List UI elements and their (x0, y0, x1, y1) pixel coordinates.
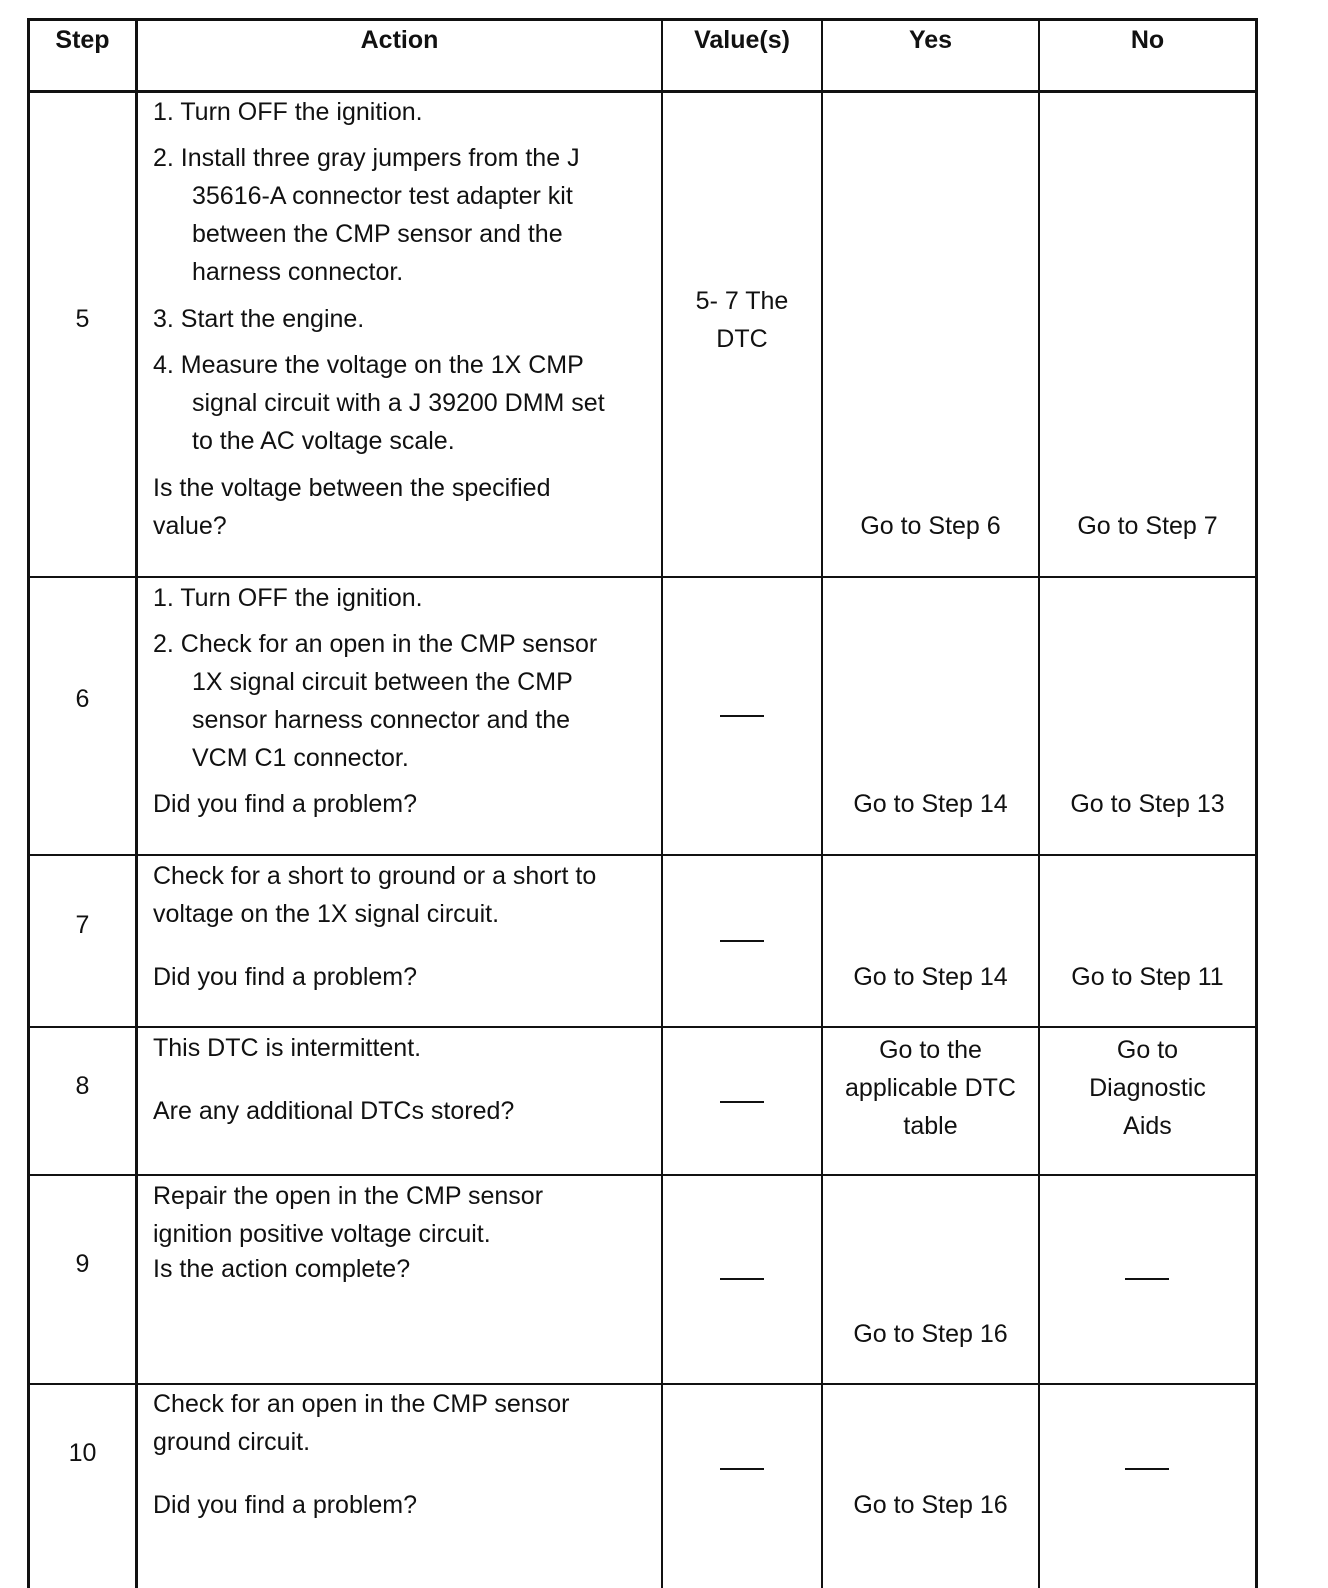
diagnostic-table (27, 18, 1287, 1588)
header-yes: Yes (908, 26, 953, 54)
row-divider (27, 854, 1258, 856)
no-action: Go to Step 11 (1071, 963, 1224, 991)
action-line: to the AC voltage scale. (192, 427, 455, 455)
action-line: 1. Turn OFF the ignition. (153, 98, 423, 126)
yes-action: Go to the (879, 1036, 982, 1064)
action-line: Check for a short to ground or a short to (153, 862, 597, 890)
row-divider (27, 1174, 1258, 1176)
action-line: This DTC is intermittent. (153, 1034, 422, 1062)
action-line: 3. Start the engine. (153, 305, 365, 333)
action-line: 1. Turn OFF the ignition. (153, 584, 423, 612)
yes-action: Go to Step 6 (860, 512, 1001, 540)
action-line: sensor harness connector and the (192, 706, 571, 734)
action-line: Did you find a problem? (153, 963, 418, 991)
step-number: 9 (75, 1250, 90, 1278)
action-line: Is the action complete? (153, 1255, 411, 1283)
no-dash (1125, 1468, 1169, 1470)
action-line: Did you find a problem? (153, 790, 418, 818)
header-no: No (1130, 26, 1165, 54)
header-step: Step (55, 26, 110, 54)
action-line: Did you find a problem? (153, 1491, 418, 1519)
action-line: ground circuit. (153, 1428, 311, 1456)
no-action: Go to Step 13 (1070, 790, 1225, 818)
action-line: Repair the open in the CMP sensor (153, 1182, 544, 1210)
table-border-left (27, 18, 30, 1588)
action-line: Are any additional DTCs stored? (153, 1097, 515, 1125)
value-dash (720, 1468, 764, 1470)
no-action: Go to Step 7 (1077, 512, 1218, 540)
action-line: signal circuit with a J 39200 DMM set (192, 389, 605, 417)
header-values: Value(s) (694, 26, 790, 54)
value-dash (720, 1278, 764, 1280)
header-action: Action (360, 26, 439, 54)
action-line: Is the voltage between the specified (153, 474, 551, 502)
action-line: 4. Measure the voltage on the 1X CMP (153, 351, 584, 379)
no-dash (1125, 1278, 1169, 1280)
action-line: VCM C1 connector. (192, 744, 409, 772)
action-line: 2. Check for an open in the CMP sensor (153, 630, 598, 658)
yes-action: Go to Step 14 (853, 790, 1008, 818)
value-dash (720, 715, 764, 717)
action-line: 2. Install three gray jumpers from the J (153, 144, 580, 172)
value-dash (720, 1101, 764, 1103)
column-divider (661, 18, 663, 1588)
no-action: Aids (1123, 1112, 1172, 1140)
step-number: 7 (75, 911, 90, 939)
no-action: Go to (1116, 1036, 1179, 1064)
column-divider (135, 18, 138, 1588)
yes-action: Go to Step 16 (853, 1491, 1008, 1519)
action-line: 1X signal circuit between the CMP (192, 668, 573, 696)
table-border-right (1255, 18, 1258, 1588)
action-line: harness connector. (192, 258, 404, 286)
action-line: 35616-A connector test adapter kit (192, 182, 573, 210)
no-action: Diagnostic (1089, 1074, 1206, 1102)
value-text: 5- 7 The (695, 287, 789, 315)
action-line: value? (153, 512, 227, 540)
action-line: ignition positive voltage circuit. (153, 1220, 491, 1248)
action-line: voltage on the 1X signal circuit. (153, 900, 500, 928)
value-dash (720, 940, 764, 942)
row-divider (27, 1026, 1258, 1028)
action-line: between the CMP sensor and the (192, 220, 563, 248)
yes-action: Go to Step 16 (853, 1320, 1008, 1348)
action-line: Check for an open in the CMP sensor (153, 1390, 570, 1418)
table-border-top (27, 18, 1258, 21)
step-number: 8 (75, 1072, 90, 1100)
value-text: DTC (716, 325, 768, 353)
step-number: 6 (75, 685, 90, 713)
row-divider (27, 576, 1258, 578)
yes-action: table (903, 1112, 958, 1140)
yes-action: applicable DTC (845, 1074, 1016, 1102)
step-number: 10 (68, 1439, 97, 1467)
yes-action: Go to Step 14 (853, 963, 1008, 991)
step-number: 5 (75, 305, 90, 333)
